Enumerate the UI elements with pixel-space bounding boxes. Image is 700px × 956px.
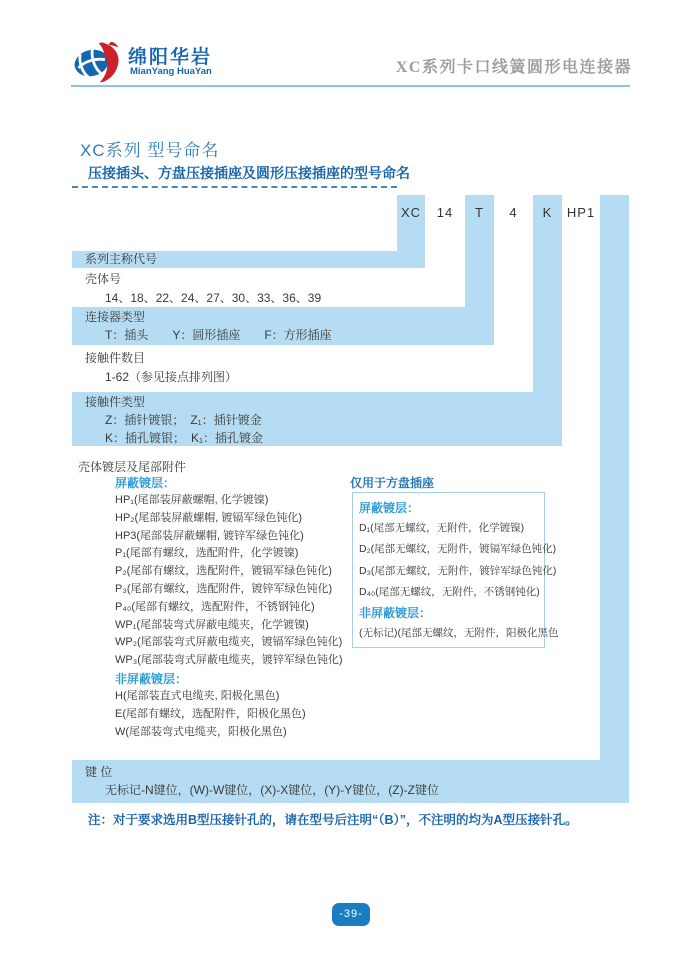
code-segment-series: XC — [400, 205, 422, 220]
nonshield-plating-label: 非屏蔽镀层： — [359, 606, 432, 621]
note-text: 注：对于要求选用B型压接针孔的，请在型号后注明“（B）”，不注明的均为A型压接针孔。 — [88, 813, 578, 827]
contact-count-values: 1-62（参见接点排列图） — [105, 370, 238, 384]
code-segment-key — [600, 195, 629, 231]
shell-values: 14、18、22、24、27、30、33、36、39 — [105, 291, 322, 305]
square-socket-box — [352, 492, 559, 648]
plating-item: P₄₀(尾部有螺纹，选配附件，不锈钢钝化) — [115, 600, 315, 613]
brand-subtitle: MianYang HuaYan — [130, 66, 212, 77]
plating-item: HP₂(尾部装屏蔽螺帽, 镀镉军绿色钝化) — [115, 511, 302, 524]
plating-item: (无标记)(尾部无螺纹，无附件，阳极化黑色 — [359, 627, 559, 640]
plating-item: H(尾部装直式电缆夹, 阳极化黑色) — [115, 689, 280, 702]
plating-item: WP₁(尾部装弯式屏蔽电缆夹，化学镀镍) — [115, 618, 309, 631]
stripe-key — [600, 195, 629, 803]
plating-item: P₃(尾部有螺纹，选配附件，镀锌军绿色钝化) — [115, 582, 333, 595]
bar-key — [72, 760, 629, 803]
contact-count-title: 接触件数目 — [85, 351, 146, 365]
shell-title: 壳体号 — [85, 272, 122, 286]
code-segment-contact-type: K — [542, 205, 553, 220]
bar-series-title: 系列主称代号 — [85, 252, 158, 266]
plating-item: D₄₀(尾部无螺纹，无附件，不锈钢钝化) — [359, 585, 540, 598]
square-socket-label: 仅用于方盘插座 — [350, 476, 435, 490]
page-number-badge: -39- — [332, 903, 370, 926]
plating-item: W(尾部装弯式电缆夹，阳极化黑色) — [115, 725, 287, 738]
conn-type-title: 连接器类型 — [85, 310, 146, 324]
key-values: 无标记-N键位，(W)-W键位，(X)-X键位，(Y)-Y键位，(Z)-Z键位 — [105, 783, 439, 797]
plating-item: HP₁(尾部装屏蔽螺帽, 化学镀镍) — [115, 494, 269, 506]
code-segment-conn-type: T — [475, 205, 484, 220]
document-title: XC系列卡口线簧圆形电连接器 — [395, 59, 632, 76]
page-title: XC系列 型号命名 — [80, 141, 220, 160]
shield-plating-label: 屏蔽镀层： — [359, 501, 420, 515]
code-segment-count: 4 — [509, 205, 518, 220]
plating-item: P₁(尾部有螺纹，选配附件，化学镀镍) — [115, 547, 299, 560]
shield-plating-label: 屏蔽镀层： — [115, 476, 176, 490]
plating-item: D₃(尾部无螺纹，无附件，镀锌军绿色钝化) — [359, 564, 557, 577]
section-subtitle: 压接插头、方盘压接插座及圆形压接插座的型号命名 — [88, 165, 410, 181]
conn-type-values: T：插头 Y：圆形插座 F：方形插座 — [105, 328, 332, 342]
contact-type-line2: K：插孔镀银； K₁：插孔镀金 — [105, 431, 264, 445]
plating-item: D₁(尾部无螺纹，无附件，化学镀镍) — [359, 522, 525, 534]
bar-conn-type — [72, 307, 494, 345]
plating-title: 壳体镀层及尾部附件 — [78, 460, 187, 474]
header-divider — [71, 85, 630, 87]
code-segment-shell: 14 — [436, 205, 454, 220]
bar-series — [72, 251, 425, 268]
code-segment-plating: HP1 — [566, 205, 596, 220]
nonshield-plating-label: 非屏蔽镀层： — [115, 671, 188, 686]
section-shell — [85, 271, 321, 306]
plating-item: P₂(尾部有螺纹，选配附件，镀镉军绿色钝化) — [115, 565, 332, 578]
section-contact-count — [85, 350, 237, 385]
plating-left-column — [115, 474, 365, 741]
bar-contact-type — [72, 392, 562, 446]
brand-logo-icon — [72, 40, 124, 86]
plating-item: E(尾部有螺纹，选配附件，阳极化黑色) — [115, 707, 306, 720]
contact-type-title: 接触件类型 — [85, 395, 146, 409]
plating-item: D₂(尾部无螺纹，无附件，镀镉军绿色钝化) — [359, 543, 557, 556]
brand-name: 绵阳华岩 — [128, 47, 213, 68]
plating-item: WP₃(尾部装弯式屏蔽电缆夹，镀锌军绿色钝化) — [115, 654, 343, 667]
dashed-leader-line — [72, 186, 397, 188]
key-title: 键 位 — [85, 765, 113, 779]
contact-type-line1: Z：插针镀银； Z₁：插针镀金 — [105, 413, 262, 427]
plating-item: WP₂(尾部装弯式屏蔽电缆夹，镀镉军绿色钝化) — [115, 636, 343, 649]
plating-item: HP3(尾部装屏蔽螺帽, 镀锌军绿色钝化) — [115, 529, 304, 542]
